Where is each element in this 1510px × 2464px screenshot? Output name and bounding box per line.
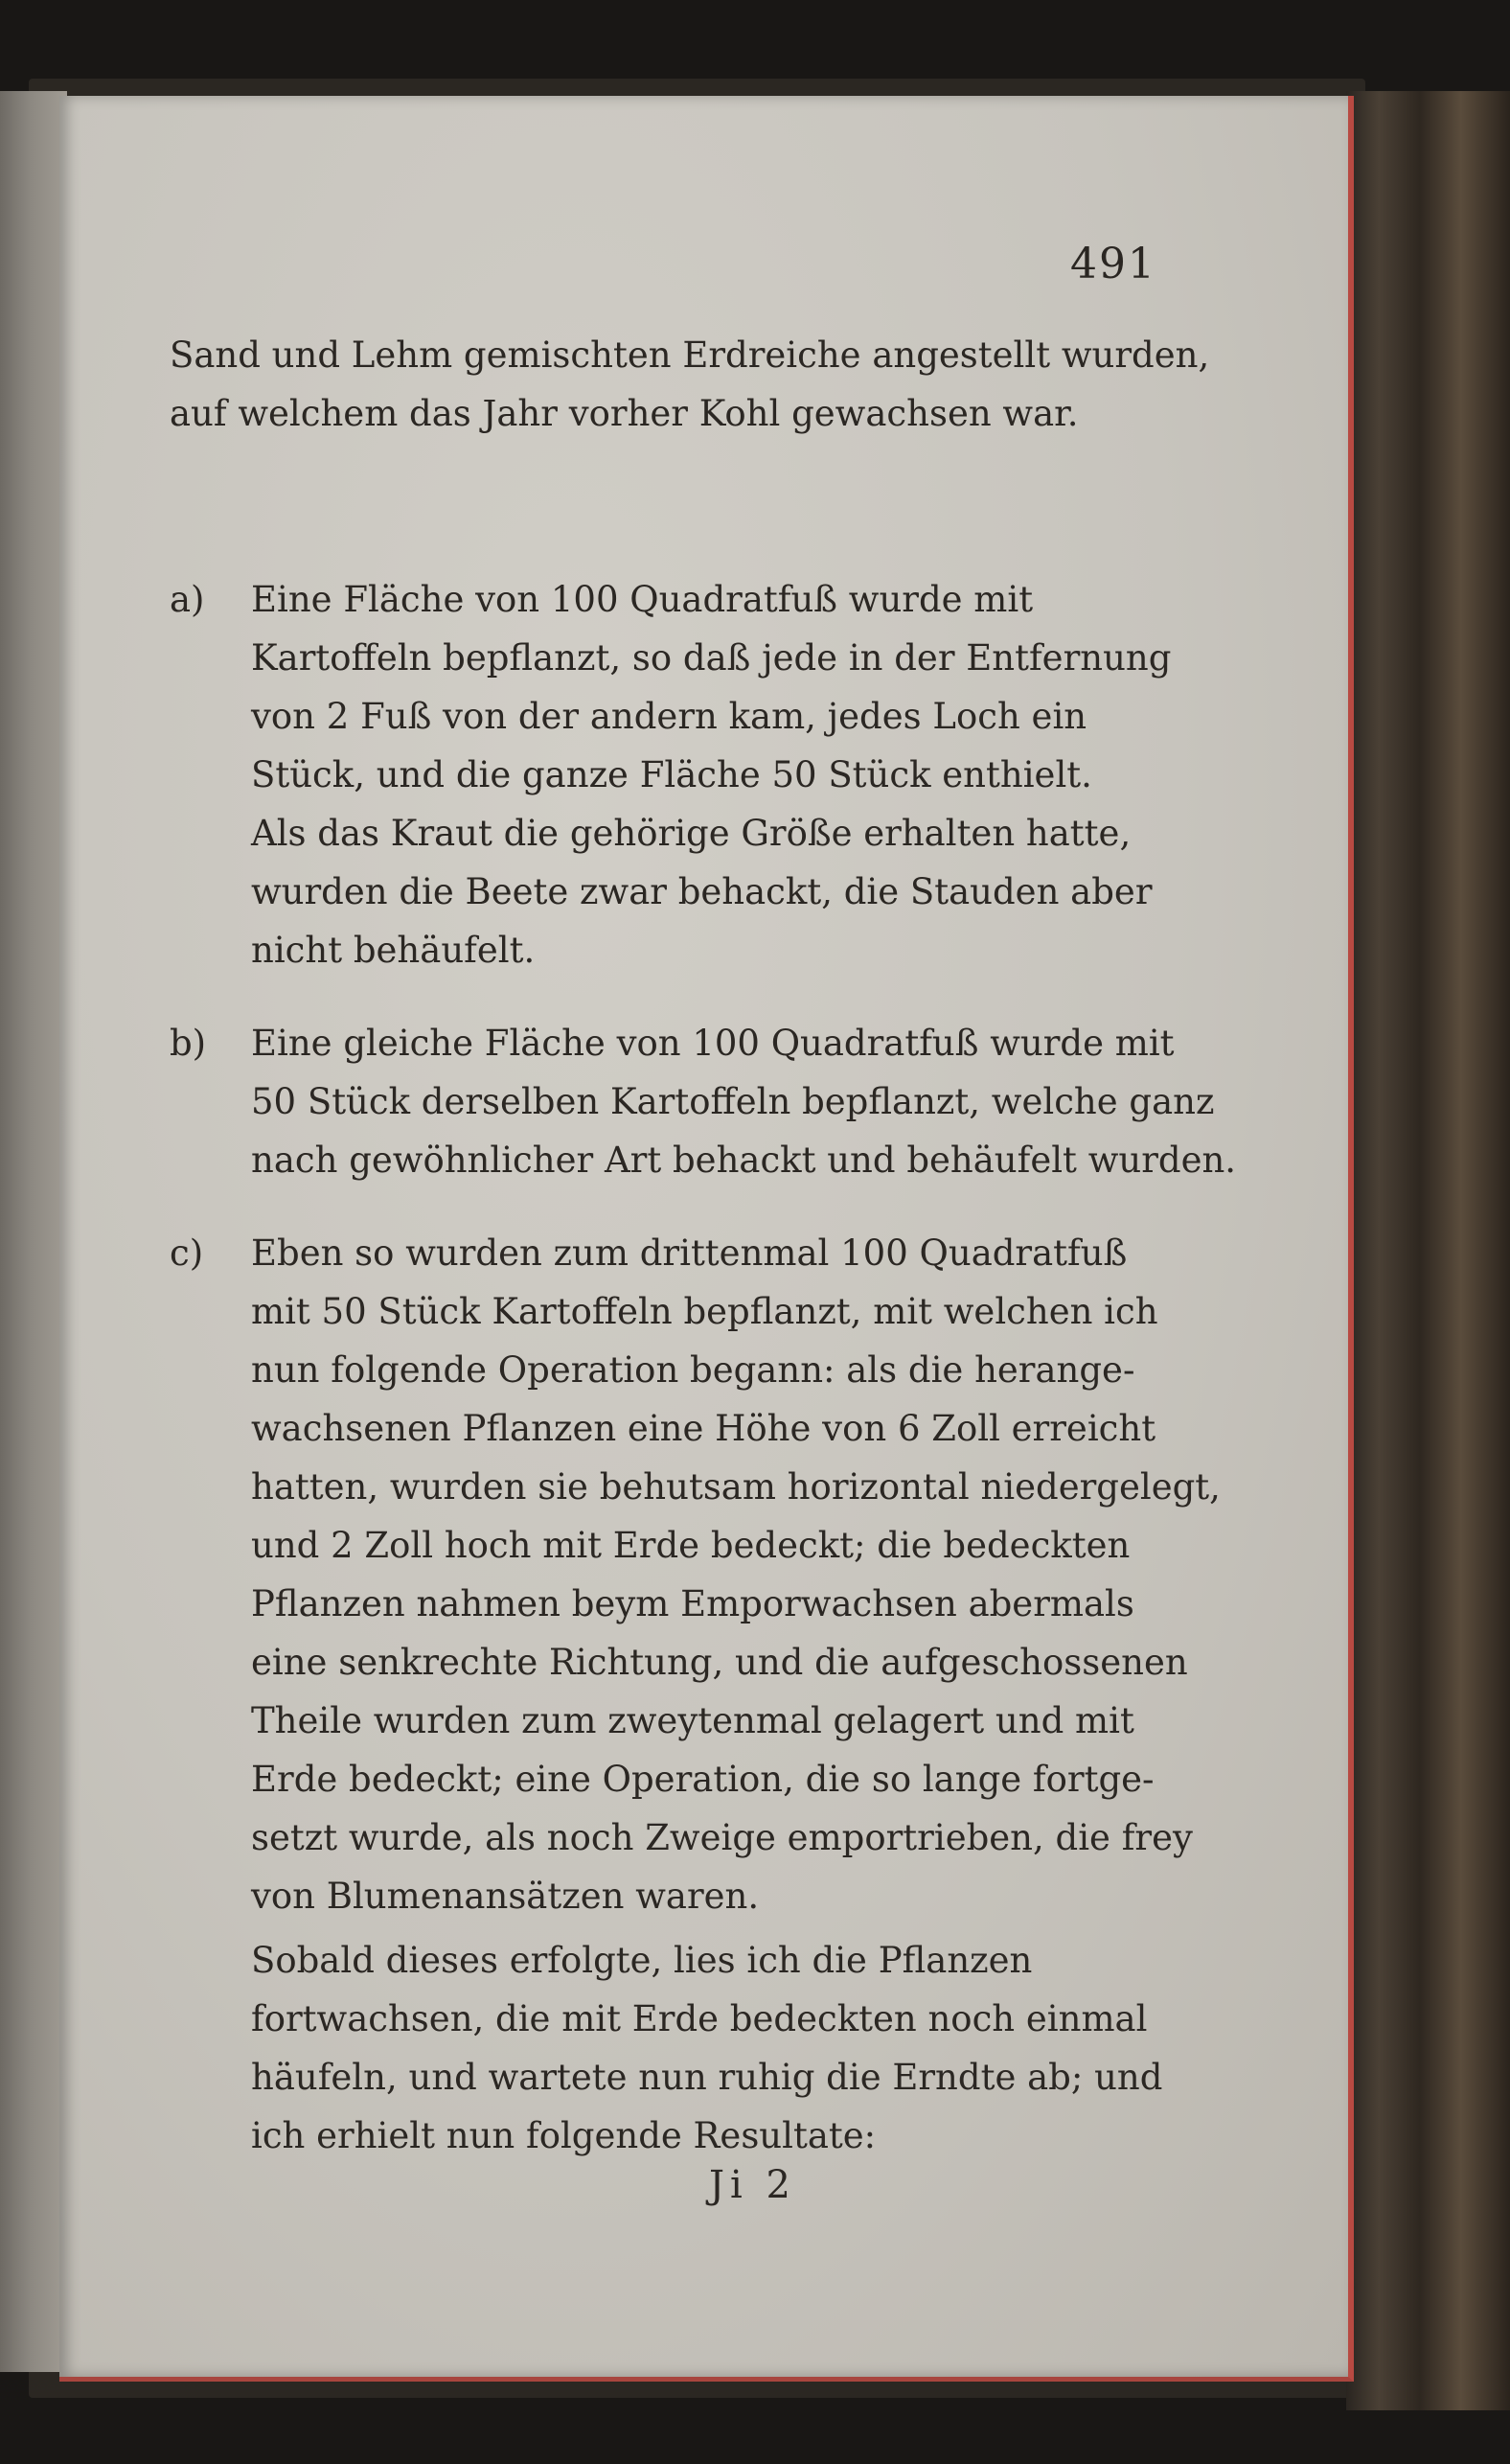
text-line: Sand und Lehm gemischten Erdreiche angestellt wurden, — [170, 334, 1210, 376]
text-line: wachsenen Pflanzen eine Höhe von 6 Zoll erreicht — [251, 1408, 1156, 1449]
text-line: eine senkrechte Richtung, und die aufgeschossenen — [251, 1642, 1188, 1683]
text-line: fortwachsen, die mit Erde bedeckten noch einmal — [251, 1998, 1148, 2039]
printer-signature-mark: Ji 2 — [709, 2163, 796, 2207]
text-line: Eben so wurden zum drittenmal 100 Quadratfuß — [251, 1232, 1128, 1274]
text-line: Pflanzen nahmen beym Emporwachsen abermals — [251, 1583, 1134, 1624]
closing-paragraph — [251, 1931, 1163, 2165]
text-line: nun folgende Operation begann: als die herange- — [251, 1349, 1135, 1391]
text-line: nach gewöhnlicher Art behackt und behäufelt wurden. — [251, 1140, 1237, 1181]
text-line: setzt wurde, als noch Zweige emportrieben, die frey — [251, 1817, 1193, 1858]
text-line: von 2 Fuß von der andern kam, jedes Loch ein — [251, 696, 1087, 737]
text-line: häufeln, und wartete nun ruhig die Erndte ab; und — [251, 2057, 1163, 2098]
previous-page-strip — [0, 91, 67, 2372]
text-line: Als das Kraut die gehörige Größe erhalten hatte, — [251, 813, 1132, 854]
text-line: nicht behäufelt. — [251, 930, 536, 971]
entry-marker: a) — [170, 579, 205, 620]
text-line: wurden die Beete zwar behackt, die Stauden aber — [251, 871, 1153, 912]
page-number: 491 — [1070, 240, 1156, 288]
text-line: Theile wurden zum zweytenmal gelagert und mit — [251, 1700, 1134, 1741]
text-line: von Blumenansätzen waren. — [251, 1876, 760, 1917]
text-line: mit 50 Stück Kartoffeln bepflanzt, mit welchen ich — [251, 1291, 1158, 1332]
book-fore-edge — [1346, 91, 1510, 2410]
text-line: Eine Fläche von 100 Quadratfuß wurde mit — [251, 579, 1034, 620]
entry-c — [170, 1224, 1221, 1925]
text-line: Eine gleiche Fläche von 100 Quadratfuß wurde mit — [251, 1023, 1175, 1064]
text-line: Erde bedeckt; eine Operation, die so lange fortge- — [251, 1759, 1155, 1800]
intro-paragraph — [170, 326, 1210, 443]
text-line: und 2 Zoll hoch mit Erde bedeckt; die bedeckten — [251, 1525, 1131, 1566]
entry-b — [170, 1014, 1237, 1189]
entry-a — [170, 570, 1172, 979]
entry-marker: b) — [170, 1023, 207, 1064]
text-line: Stück, und die ganze Fläche 50 Stück enthielt. — [251, 754, 1092, 795]
text-line: hatten, wurden sie behutsam horizontal niedergelegt, — [251, 1466, 1221, 1508]
text-line: auf welchem das Jahr vorher Kohl gewachsen war. — [170, 393, 1079, 434]
book-page — [59, 96, 1354, 2382]
text-line: ich erhielt nun folgende Resultate: — [251, 2115, 877, 2156]
text-line: Kartoffeln bepflanzt, so daß jede in der Entfernung — [251, 637, 1172, 679]
text-line: Sobald dieses erfolgte, lies ich die Pflanzen — [251, 1940, 1033, 1981]
entry-marker: c) — [170, 1232, 204, 1274]
text-line: 50 Stück derselben Kartoffeln bepflanzt, welche ganz — [251, 1081, 1215, 1122]
